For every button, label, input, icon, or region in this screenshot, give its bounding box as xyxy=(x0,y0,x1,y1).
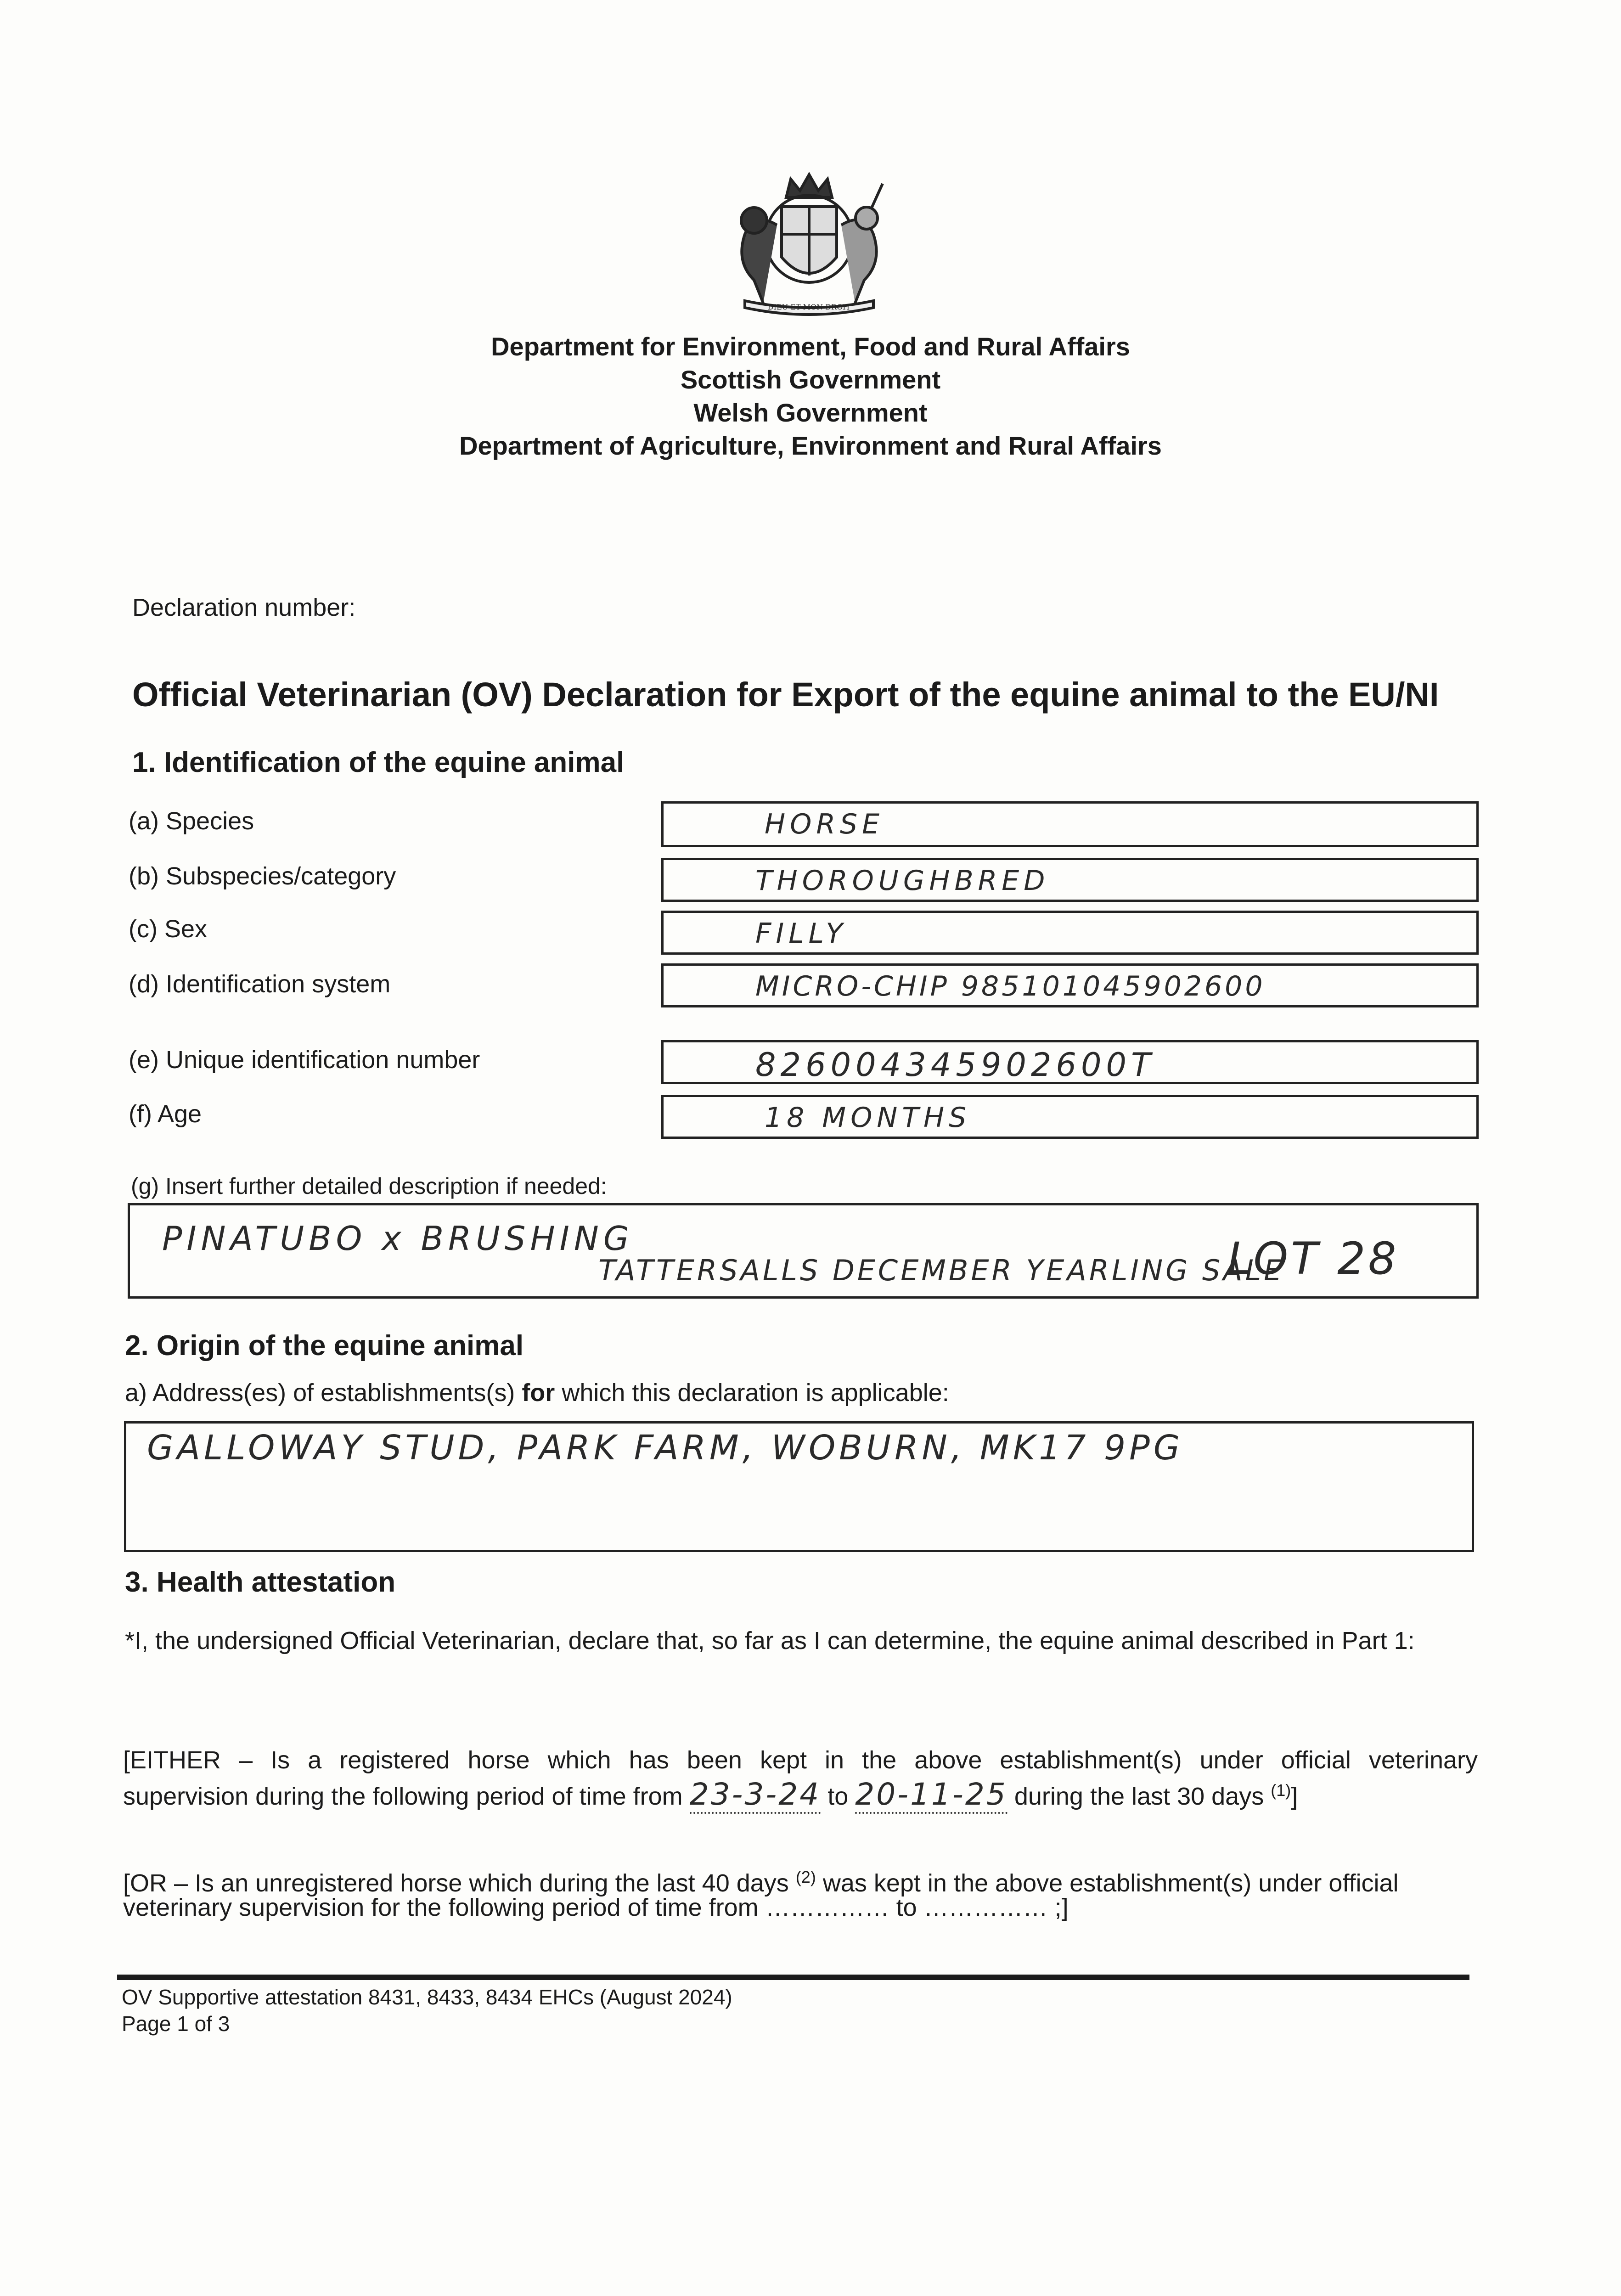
species-value: HORSE xyxy=(765,808,884,840)
address-label: a) Address(es) of establishments(s) for which this declaration is applicable: xyxy=(125,1379,949,1407)
identification-system-field[interactable] xyxy=(661,963,1479,1007)
or-line1: [OR – Is an unregistered horse which during the last 40 days $^{(2)}$ was kept in the above establishment(s) under official xyxy=(123,1868,1399,1897)
age-field[interactable] xyxy=(661,1095,1479,1139)
department-defra: Department for Environment, Food and Rural Affairs xyxy=(491,332,1130,361)
age-value: 18 MONTHS xyxy=(765,1102,971,1134)
sex-field[interactable] xyxy=(661,911,1479,955)
royal-coat-of-arms-icon xyxy=(717,170,901,321)
footer-divider xyxy=(117,1975,1469,1980)
further-description-line2: TATTERSALLS DECEMBER YEARLING SALE xyxy=(598,1254,1285,1287)
species-field[interactable] xyxy=(661,801,1479,847)
address-value: GALLOWAY STUD, PARK FARM, WOBURN, MK17 9PG xyxy=(147,1428,1184,1468)
sex-value: FILLY xyxy=(755,917,847,950)
identification-system-value: MICRO-CHIP 985101045902600 xyxy=(755,970,1266,1002)
age-label: (f) Age xyxy=(129,1100,202,1128)
section2-heading: 2. Origin of the equine animal xyxy=(125,1330,524,1362)
subspecies-label: (b) Subspecies/category xyxy=(129,862,396,890)
further-description-label: (g) Insert further detailed description if needed: xyxy=(131,1173,607,1199)
sex-label: (c) Sex xyxy=(129,915,208,943)
address-field[interactable] xyxy=(124,1421,1474,1552)
health-attestation-intro: *I, the undersigned Official Veterinarian, declare that, so far as I can determine, the equine animal described in Part 1: xyxy=(125,1627,1415,1654)
department-daera: Department of Agriculture, Environment and Rural Affairs xyxy=(459,431,1162,460)
further-description-line1: PINATUBO x BRUSHING xyxy=(162,1219,634,1258)
footer-page-number: Page 1 of 3 xyxy=(122,2012,230,2036)
either-line2: supervision during the following period of time from 23-3-24 to 20-11-25 during the last 30 days $^{(1)}$] xyxy=(123,1775,1298,1812)
declaration-number-label: Declaration number: xyxy=(132,594,356,621)
unique-id-field[interactable] xyxy=(661,1040,1479,1084)
unique-id-value: 826004345902600T xyxy=(755,1046,1155,1084)
subspecies-field[interactable] xyxy=(661,858,1479,902)
page-title: Official Veterinarian (OV) Declaration for Export of the equine animal to the EU/NI xyxy=(132,675,1439,714)
identification-system-label: (d) Identification system xyxy=(129,970,391,998)
footer-attestation-ref: OV Supportive attestation 8431, 8433, 8434 EHCs (August 2024) xyxy=(122,1985,732,2009)
further-description-field[interactable] xyxy=(128,1203,1479,1299)
species-label: (a) Species xyxy=(129,807,254,835)
department-welsh-government: Welsh Government xyxy=(693,398,928,427)
section1-heading: 1. Identification of the equine animal xyxy=(132,747,625,778)
subspecies-value: THOROUGHBRED xyxy=(755,865,1050,897)
department-scottish-government: Scottish Government xyxy=(680,365,941,394)
unique-id-label: (e) Unique identification number xyxy=(129,1046,480,1074)
either-to-date: 20-11-25 xyxy=(855,1777,1007,1814)
either-from-date: 23-3-24 xyxy=(690,1777,821,1814)
further-description-lot: LOT 28 xyxy=(1227,1233,1399,1284)
either-line1: [EITHER – Is a registered horse which has been kept in the above establishment(s) under official veterinary xyxy=(123,1746,1478,1774)
or-line2: veterinary supervision for the following period of time from …………… to …………… ;] xyxy=(123,1894,1069,1921)
crest-motto: DIEU ET MON DROIT xyxy=(767,303,851,311)
section3-heading: 3. Health attestation xyxy=(125,1566,396,1598)
